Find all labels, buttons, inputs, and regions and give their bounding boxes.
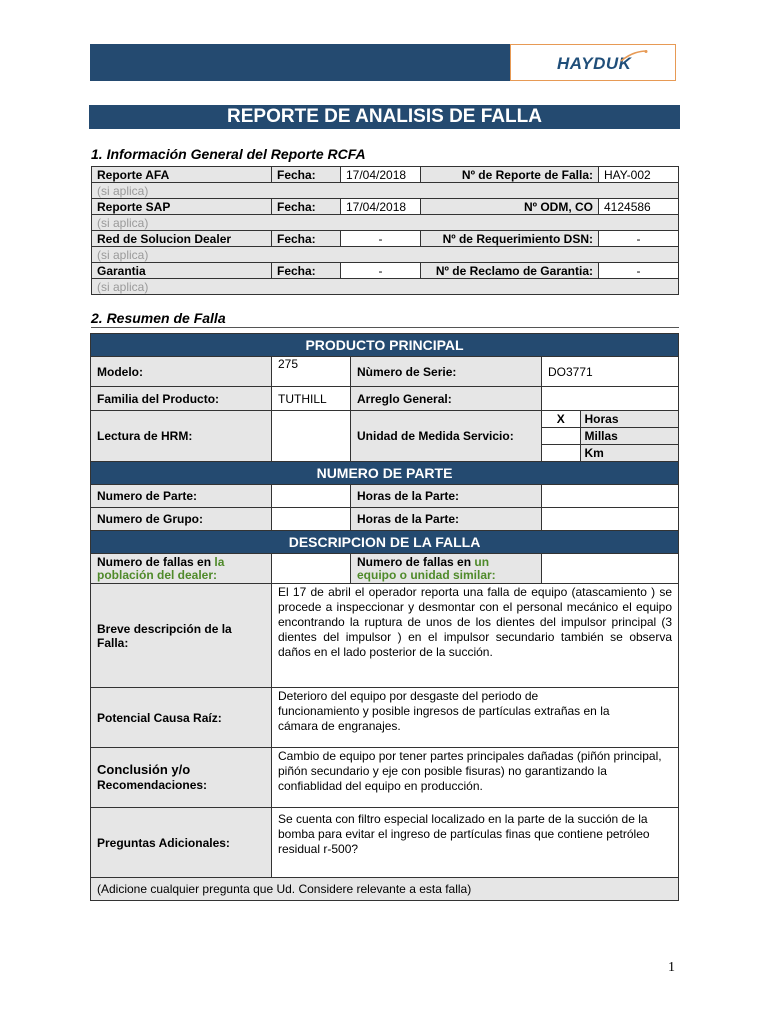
ref-label: Nº ODM, CO [421, 199, 599, 215]
si-aplica-text: (si aplica) [92, 215, 679, 231]
section2-heading: 2. Resumen de Falla [91, 310, 226, 326]
fecha-label: Fecha: [272, 231, 341, 247]
unidad-name: Horas [580, 411, 678, 428]
fallas-dealer-label-part: la [214, 554, 225, 569]
fecha-label: Fecha: [272, 199, 341, 215]
reporte-afa-label: Reporte AFA [92, 167, 272, 183]
preguntas-label: Preguntas Adicionales: [91, 808, 272, 878]
numero-parte-label: Numero de Parte: [91, 485, 272, 508]
unidad-name: Km [580, 445, 678, 462]
ref-value[interactable]: 4124586 [599, 199, 679, 215]
horas-parte-label: Horas de la Parte: [351, 485, 542, 508]
hrm-label: Lectura de HRM: [91, 411, 272, 462]
arreglo-label: Arreglo General: [351, 387, 542, 411]
fecha-label: Fecha: [272, 263, 341, 279]
fallas-equipo-label [351, 554, 542, 584]
familia-label: Familia del Producto: [91, 387, 272, 411]
numero-grupo-value[interactable] [272, 508, 351, 531]
unidad-mark[interactable] [542, 428, 580, 445]
unidad-label: Unidad de Medida Servicio: [351, 411, 542, 462]
section2-rule [91, 327, 679, 328]
fecha-value[interactable]: - [341, 263, 421, 279]
ref-label: Nº de Requerimiento DSN: [421, 231, 599, 247]
fallas-equipo-label-part: un [474, 554, 490, 569]
si-aplica-row [92, 183, 679, 199]
descripcion-band: DESCRIPCION DE LA FALLA [91, 531, 679, 554]
conclusion-value[interactable]: Cambio de equipo por tener partes principales dañadas (piñón principal, piñón secundario y eje con posible fisuras) no garantizando la confiablidad del equipo en producción. [272, 748, 679, 808]
ref-label: Nº de Reporte de Falla: [421, 167, 599, 183]
conclusion-label-part: Recomendaciones: [97, 778, 208, 792]
numero-parte-value[interactable] [272, 485, 351, 508]
logo-text: HAYDUK [557, 54, 632, 73]
breve-label: Breve descripción de la Falla: [91, 584, 272, 688]
company-logo [510, 44, 676, 81]
fallas-dealer-label [91, 554, 272, 584]
unidad-mark[interactable] [542, 445, 580, 462]
modelo-label: Modelo: [91, 357, 272, 387]
unidad-mark[interactable]: X [542, 411, 580, 428]
si-aplica-text: (si aplica) [92, 183, 679, 199]
modelo-value[interactable]: 275 [272, 357, 351, 387]
unidad-name: Millas [580, 428, 678, 445]
si-aplica-row [92, 247, 679, 263]
footer-note: (Adicione cualquier pregunta que Ud. Considere relevante a esta falla) [91, 878, 679, 901]
red-solucion-label: Red de Solucion Dealer [92, 231, 272, 247]
numero-parte-band: NUMERO DE PARTE [91, 462, 679, 485]
fallas-equipo-value[interactable] [542, 554, 679, 584]
unidad-options [542, 411, 679, 462]
breve-value[interactable]: El 17 de abril el operador reporta una falla de equipo (atascamiento ) se procede a inspeccionar y desmontar con el personal mecánico el equipo encontrando la ruptura de unos de los dientes del impulsor principal (3 dientes del impulsor ) en el impulsor secundario también se observa daños en el lado posterior de la succión. [272, 584, 679, 688]
si-aplica-row [92, 215, 679, 231]
unidad-option[interactable] [542, 445, 678, 462]
garantia-label: Garantia [92, 263, 272, 279]
unidad-option[interactable] [542, 411, 678, 428]
si-aplica-text: (si aplica) [92, 279, 679, 295]
serie-label: Nùmero de Serie: [351, 357, 542, 387]
section1-heading: 1. Información General del Reporte RCFA [91, 146, 366, 162]
si-aplica-row [92, 279, 679, 295]
row-garantia [92, 263, 679, 279]
ref-value[interactable]: - [599, 231, 679, 247]
numero-grupo-label: Numero de Grupo: [91, 508, 272, 531]
fecha-label: Fecha: [272, 167, 341, 183]
row-red-solucion [92, 231, 679, 247]
logo-swoosh-icon [619, 49, 649, 63]
row-reporte-afa [92, 167, 679, 183]
failure-summary-table [90, 333, 679, 901]
horas-parte-value[interactable] [542, 485, 679, 508]
fallas-dealer-label-part: población del dealer: [97, 567, 218, 582]
fallas-dealer-label-part: Numero de fallas en [97, 554, 215, 569]
page-number: 1 [668, 960, 675, 975]
preguntas-value[interactable]: Se cuenta con filtro especial localizado en la parte de la succión de la bomba para evitar el ingreso de partículas finas que contiene petróleo residual r-500? [272, 808, 679, 878]
fallas-dealer-value[interactable] [272, 554, 351, 584]
horas-parte-value[interactable] [542, 508, 679, 531]
causa-value[interactable]: Deterioro del equipo por desgaste del periodo de funcionamiento y posible ingresos de partículas extrañas en la cámara de engranajes. [272, 688, 679, 748]
si-aplica-text: (si aplica) [92, 247, 679, 263]
arreglo-value[interactable] [542, 387, 679, 411]
fecha-value[interactable]: - [341, 231, 421, 247]
producto-principal-band: PRODUCTO PRINCIPAL [91, 334, 679, 357]
unidad-option[interactable] [542, 428, 678, 445]
ref-value[interactable]: HAY-002 [599, 167, 679, 183]
conclusion-label-part: Conclusión y/o [97, 762, 191, 777]
conclusion-label [91, 748, 272, 808]
causa-label: Potencial Causa Raíz: [91, 688, 272, 748]
fecha-value[interactable]: 17/04/2018 [341, 199, 421, 215]
ref-value[interactable]: - [599, 263, 679, 279]
unidad-options-table [542, 411, 678, 461]
row-reporte-sap [92, 199, 679, 215]
hrm-value[interactable] [272, 411, 351, 462]
general-info-table [91, 166, 679, 295]
header-bar [90, 44, 511, 81]
fallas-equipo-label-part: equipo o unidad similar: [357, 567, 496, 582]
ref-label: Nº de Reclamo de Garantia: [421, 263, 599, 279]
report-title: REPORTE DE ANALISIS DE FALLA [89, 105, 680, 129]
reporte-sap-label: Reporte SAP [92, 199, 272, 215]
fecha-value[interactable]: 17/04/2018 [341, 167, 421, 183]
serie-value[interactable]: DO3771 [542, 357, 679, 387]
fallas-equipo-label-part: Numero de fallas en [357, 554, 475, 569]
horas-parte-label: Horas de la Parte: [351, 508, 542, 531]
familia-value[interactable]: TUTHILL [272, 387, 351, 411]
